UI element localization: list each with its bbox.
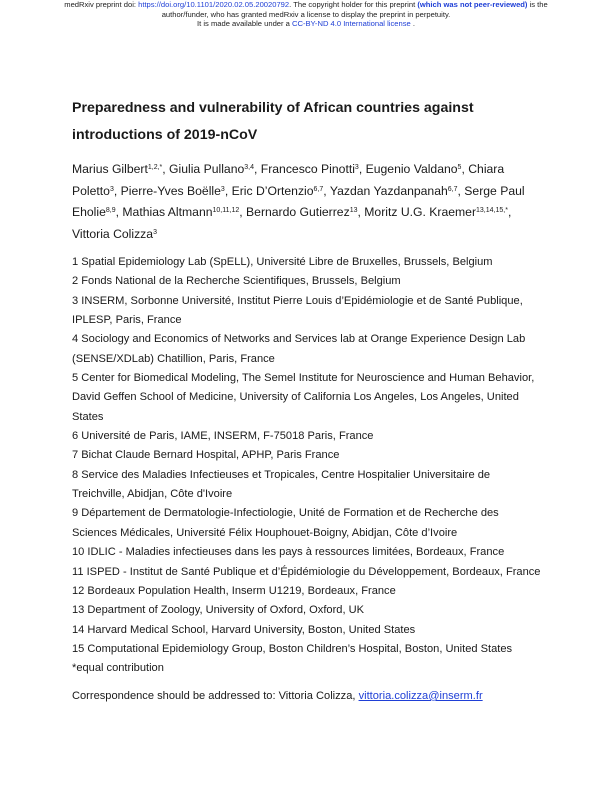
affiliation-item: 5 Center for Biomedical Modeling, The Semel Institute for Neuroscience and Human Behavior, David Geffen School of Medicine, University of California Los Angeles, Los Angeles, United States xyxy=(72,372,535,423)
author-affiliation-marker: 8,9 xyxy=(105,207,116,215)
author-affiliation-marker: 13,14,15,* xyxy=(476,207,508,215)
affiliation-item: 15 Computational Epidemiology Group, Boston Children’s Hospital, Boston, United States xyxy=(72,642,513,655)
author-affiliation-marker: 13 xyxy=(349,207,358,215)
license-link[interactable]: CC-BY-ND 4.0 International license xyxy=(292,19,411,29)
affiliation-item: 4 Sociology and Economics of Networks and Services lab at Orange Experience Design Lab (SENSE/XDLab) Chatillion, Paris, France xyxy=(72,333,526,365)
author xyxy=(72,227,157,241)
author-name: Yazdan Yazdanpanah xyxy=(329,183,448,198)
author-name: Moritz U.G. Kraemer xyxy=(364,205,477,219)
affiliation-item: 3 INSERM, Sorbonne Université, Institut Pierre Louis d’Epidémiologie et de Santé Publique, IPLESP, Paris, France xyxy=(72,294,523,327)
author-name: Marius Gilbert xyxy=(72,162,148,176)
affiliation-item: 11 ISPED - Institut de Santé Publique et d’Épidémiologie du Développement, Bordeaux, France xyxy=(72,565,541,578)
author-separator: , xyxy=(461,162,469,176)
title-line-2: introductions of 2019-nCoV xyxy=(72,127,258,143)
affiliation-item: 13 Department of Zoology, University of Oxford, Oxford, UK xyxy=(72,604,365,617)
author-affiliation-marker: 3 xyxy=(109,185,114,193)
author xyxy=(122,205,239,219)
author-name: Serge Paul Eholie xyxy=(72,183,525,219)
preprint-header xyxy=(0,0,612,29)
correspondence-email-link[interactable]: vittoria.colizza@inserm.fr xyxy=(358,690,483,702)
affiliation-item: 7 Bichat Claude Bernard Hospital, APHP, Paris France xyxy=(72,449,340,462)
license-suffix: . xyxy=(410,19,415,29)
affiliation-item: 8 Service des Maladies Infectieuses et Tropicales, Centre Hospitalier Universitaire de Treichville, Abidjan, Côte d'Ivoire xyxy=(72,468,491,501)
affiliation-item: 10 IDLIC - Maladies infectieuses dans les pays à ressources limitées, Bordeaux, France xyxy=(72,546,505,559)
paper-title xyxy=(72,95,532,149)
affiliation-item: 9 Département de Dermatologie-Infectiologie, Unité de Formation et de Recherche des Sciences Médicales, Université Félix Houphouet-Boigny, Abidjan, Côte d’Ivoire xyxy=(72,507,499,539)
header-line-3 xyxy=(0,19,612,29)
doi-link[interactable]: https://doi.org/10.1101/2020.02.05.20020792 xyxy=(138,0,290,9)
header-line-1 xyxy=(0,0,612,10)
author-name: Giulia Pullano xyxy=(169,162,245,176)
author-separator: , xyxy=(113,183,121,198)
author-separator: , xyxy=(224,183,232,198)
header-line-2: author/funder, who has granted medRxiv a license to display the preprint in perpetuity. xyxy=(161,9,451,19)
author-separator: , xyxy=(253,162,261,176)
affiliation-item: *equal contribution xyxy=(72,662,164,675)
affiliation-list xyxy=(72,253,542,679)
author-affiliation-marker: 3,4 xyxy=(244,164,254,172)
license-prefix: It is made available under a xyxy=(197,19,292,29)
affiliation-item: 14 Harvard Medical School, Harvard University, Boston, United States xyxy=(72,623,416,636)
author-separator: , xyxy=(507,205,512,219)
title-line-1: Preparedness and vulnerability of African countries against xyxy=(72,100,474,116)
author-name: Vittoria Colizza xyxy=(72,226,154,241)
author-separator: , xyxy=(457,183,465,198)
author-affiliation-marker: 3 xyxy=(153,228,157,236)
affiliation-item: 12 Bordeaux Population Health, Inserm U1219, Bordeaux, France xyxy=(72,584,396,597)
author-separator: , xyxy=(162,162,170,176)
author-separator: , xyxy=(358,162,366,176)
header-line1-suffix: is the xyxy=(527,0,548,9)
affiliation-item: 1 Spatial Epidemiology Lab (SpELL), Université Libre de Bruxelles, Brussels, Belgium xyxy=(72,256,493,268)
author-separator: , xyxy=(115,205,123,219)
peer-review-notice: (which was not peer-reviewed) xyxy=(417,0,528,9)
author-separator: , xyxy=(323,183,330,198)
affiliation-item: 6 Université de Paris, IAME, INSERM, F-75018 Paris, France xyxy=(72,430,374,443)
author-list xyxy=(72,159,540,245)
header-doi-prefix: medRxiv preprint doi: xyxy=(64,0,139,9)
author-affiliation-marker: 3 xyxy=(354,164,359,172)
author xyxy=(261,162,359,176)
author-name: Bernardo Gutierrez xyxy=(246,205,350,219)
author-affiliation-marker: 10,11,12 xyxy=(212,207,240,215)
author-name: Mathias Altmann xyxy=(122,205,213,219)
author xyxy=(169,162,254,176)
author-name: Chiara Poletto xyxy=(72,162,505,198)
author-name: Eric D’Ortenzio xyxy=(231,183,314,198)
author-separator: , xyxy=(357,205,365,219)
author xyxy=(364,205,508,219)
author-affiliation-marker: 1,2,* xyxy=(147,164,163,172)
author-affiliation-marker: 6,7 xyxy=(313,185,324,193)
author-name: Francesco Pinotti xyxy=(260,162,355,176)
author xyxy=(366,162,462,176)
correspondence xyxy=(72,688,542,704)
author-name: Pierre-Yves Boëlle xyxy=(120,183,221,198)
author-affiliation-marker: 6,7 xyxy=(447,185,458,193)
author xyxy=(121,184,225,198)
author-affiliation-marker: 5 xyxy=(457,164,462,172)
affiliation-item: 2 Fonds National de la Recherche Scientifiques, Brussels, Belgium xyxy=(72,275,401,288)
author-affiliation-marker: 3 xyxy=(220,185,225,193)
author-name: Eugenio Valdano xyxy=(365,162,458,176)
author xyxy=(232,184,324,198)
author-separator: , xyxy=(239,205,247,219)
header-copyright-text: . The copyright holder for this preprint xyxy=(289,0,418,9)
correspondence-text: Correspondence should be addressed to: Vittoria Colizza, xyxy=(72,690,359,702)
author xyxy=(330,184,458,198)
author xyxy=(72,162,162,176)
author xyxy=(246,205,357,219)
